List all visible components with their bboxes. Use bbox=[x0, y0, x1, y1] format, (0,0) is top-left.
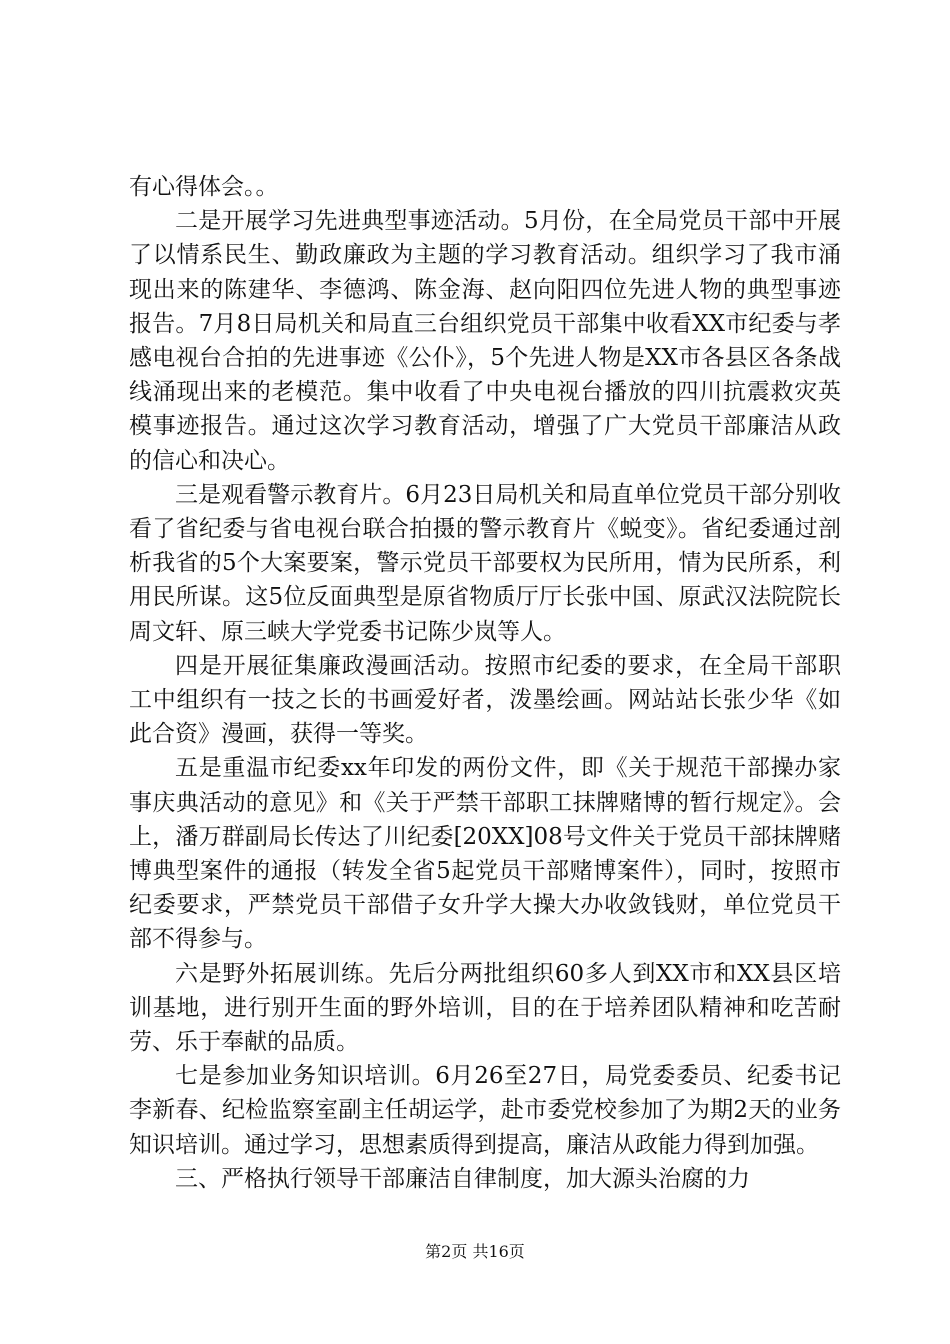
paragraph-5: 五是重温市纪委xx年印发的两份文件，即《关于规范干部操办家事庆典活动的意见》和《关于严禁干部职工抹牌赌博的暂行规定》。会上，潘万群副局长传达了川纪委[20XX]08号文件关于党员干部抹牌赌博典型案件的通报（转发全省5起党员干部赌博案件），同时，按照市纪委要求，严禁党员干部借子女升学大操大办收敛钱财，单位党员干部不得参与。 bbox=[129, 755, 841, 953]
paragraph-7: 七是参加业务知识培训。6月26至27日，局党委委员、纪委书记李新春、纪检监察室副主任胡运学，赴市委党校参加了为期2天的业务知识培训。通过学习，思想素质得到提高，廉洁从政能力得到加强。 bbox=[129, 1063, 841, 1158]
page-number: 第2页 共16页 bbox=[425, 1242, 525, 1261]
paragraph-6: 六是野外拓展训练。先后分两批组织60多人到XX市和XX县区培训基地，进行别开生面的野外培训，目的在于培养团队精神和吃苦耐劳、乐于奉献的品质。 bbox=[129, 960, 841, 1056]
document-body bbox=[129, 170, 841, 1196]
page-footer bbox=[0, 1240, 950, 1264]
paragraph-2: 二是开展学习先进典型事迹活动。5月份，在全局党员干部中开展了以情系民生、勤政廉政为主题的学习教育活动。组织学习了我市涌现出来的陈建华、李德鸿、陈金海、赵向阳四位先进人物的典型事迹报告。7月8日局机关和局直三台组织党员干部集中收看XX市纪委与孝感电视台合拍的先进事迹《公仆》，5个先进人物是XX市各县区各条战线涌现出来的老模范。集中收看了中央电视台播放的四川抗震救灾英模事迹报告。通过这次学习教育活动，增强了广大党员干部廉洁从政的信心和决心。 bbox=[129, 208, 841, 474]
paragraph-3: 三是观看警示教育片。6月23日局机关和局直单位党员干部分别收看了省纪委与省电视台联合拍摄的警示教育片《蜕变》。省纪委通过剖析我省的5个大案要案，警示党员干部要权为民所用，情为民所系，利用民所谋。这5位反面典型是原省物质厅厅长张中国、原武汉法院院长周文轩、原三峡大学党委书记陈少岚等人。 bbox=[129, 481, 841, 645]
paragraph-1: 有心得体会。。 bbox=[129, 174, 279, 200]
paragraph-8: 三、严格执行领导干部廉洁自律制度，加大源头治腐的力 bbox=[175, 1165, 750, 1192]
paragraph-4: 四是开展征集廉政漫画活动。按照市纪委的要求，在全局干部职工中组织有一技之长的书画爱好者，泼墨绘画。网站站长张少华《如此合资》漫画，获得一等奖。 bbox=[129, 652, 841, 748]
